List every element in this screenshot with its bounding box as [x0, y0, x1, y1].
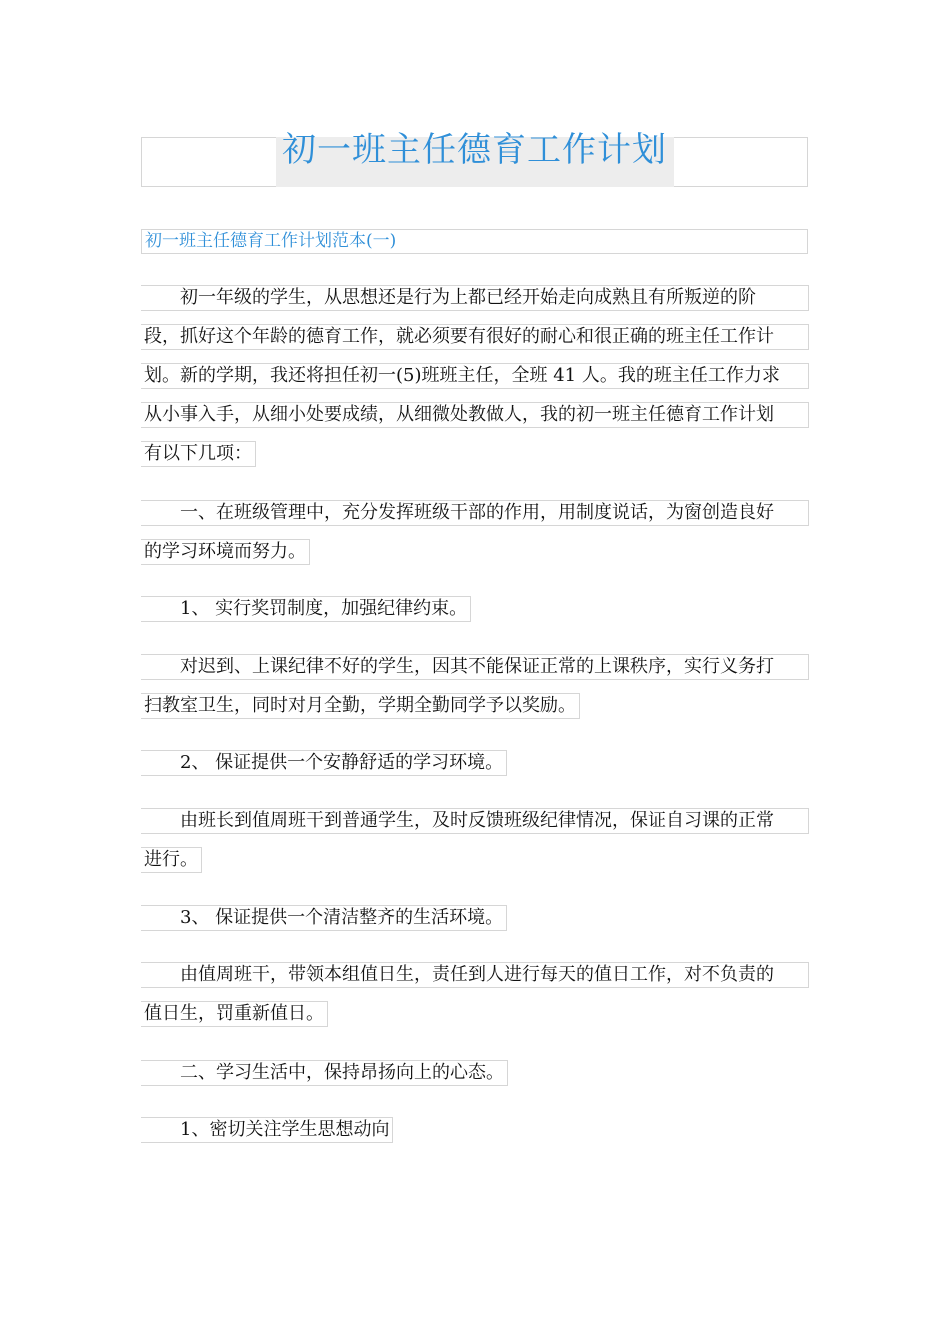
paragraph-intro — [141, 280, 809, 475]
paragraph-item-one — [141, 495, 809, 573]
paragraph-item-two — [141, 1055, 508, 1094]
paragraph-sub-2 — [141, 745, 507, 784]
text-line: 扫教室卫生，同时对月全勤，学期全勤同学予以奖励。 — [141, 688, 809, 727]
paragraph-sub-2-detail — [141, 803, 809, 881]
document-title: 初一班主任德育工作计划 — [282, 130, 667, 170]
text-line: 从小事入手，从细小处要成绩，从细微处教做人，我的初一班主任德育工作计划 — [141, 397, 809, 436]
section-subtitle: 初一班主任德育工作计划范本(一) — [141, 229, 808, 254]
text-line: 一、在班级管理中，充分发挥班级干部的作用，用制度说话，为窗创造良好 — [141, 495, 809, 534]
text-line: 对迟到、上课纪律不好的学生，因其不能保证正常的上课秩序，实行义务打 — [141, 649, 809, 688]
text-line: 有以下几项： — [141, 436, 809, 475]
text-line: 1、密切关注学生思想动向 — [141, 1112, 393, 1151]
paragraph-sub-3 — [141, 900, 507, 939]
text-line: 由班长到值周班干到普通学生，及时反馈班级纪律情况，保证自习课的正常 — [141, 803, 809, 842]
text-line: 2、 保证提供一个安静舒适的学习环境。 — [141, 745, 507, 784]
text-line: 二、学习生活中，保持昂扬向上的心态。 — [141, 1055, 508, 1094]
paragraph-sub-1-detail — [141, 649, 809, 727]
text-line: 初一年级的学生，从思想还是行为上都已经开始走向成熟且有所叛逆的阶 — [141, 280, 809, 319]
text-line: 值日生，罚重新值日。 — [141, 996, 809, 1035]
paragraph-sub-1 — [141, 591, 471, 630]
text-line: 3、 保证提供一个清洁整齐的生活环境。 — [141, 900, 507, 939]
paragraph-item-two-sub-1 — [141, 1112, 393, 1151]
text-line: 段，抓好这个年龄的德育工作，就必须要有很好的耐心和很正确的班主任工作计 — [141, 319, 809, 358]
text-line: 进行。 — [141, 842, 809, 881]
text-line: 的学习环境而努力。 — [141, 534, 809, 573]
text-line: 由值周班干，带领本组值日生，责任到人进行每天的值日工作，对不负责的 — [141, 957, 809, 996]
text-line: 划。新的学期，我还将担任初一(5)班班主任，全班 41 人。我的班主任工作力求 — [141, 358, 809, 397]
text-line: 1、 实行奖罚制度，加强纪律约束。 — [141, 591, 471, 630]
paragraph-sub-3-detail — [141, 957, 809, 1035]
